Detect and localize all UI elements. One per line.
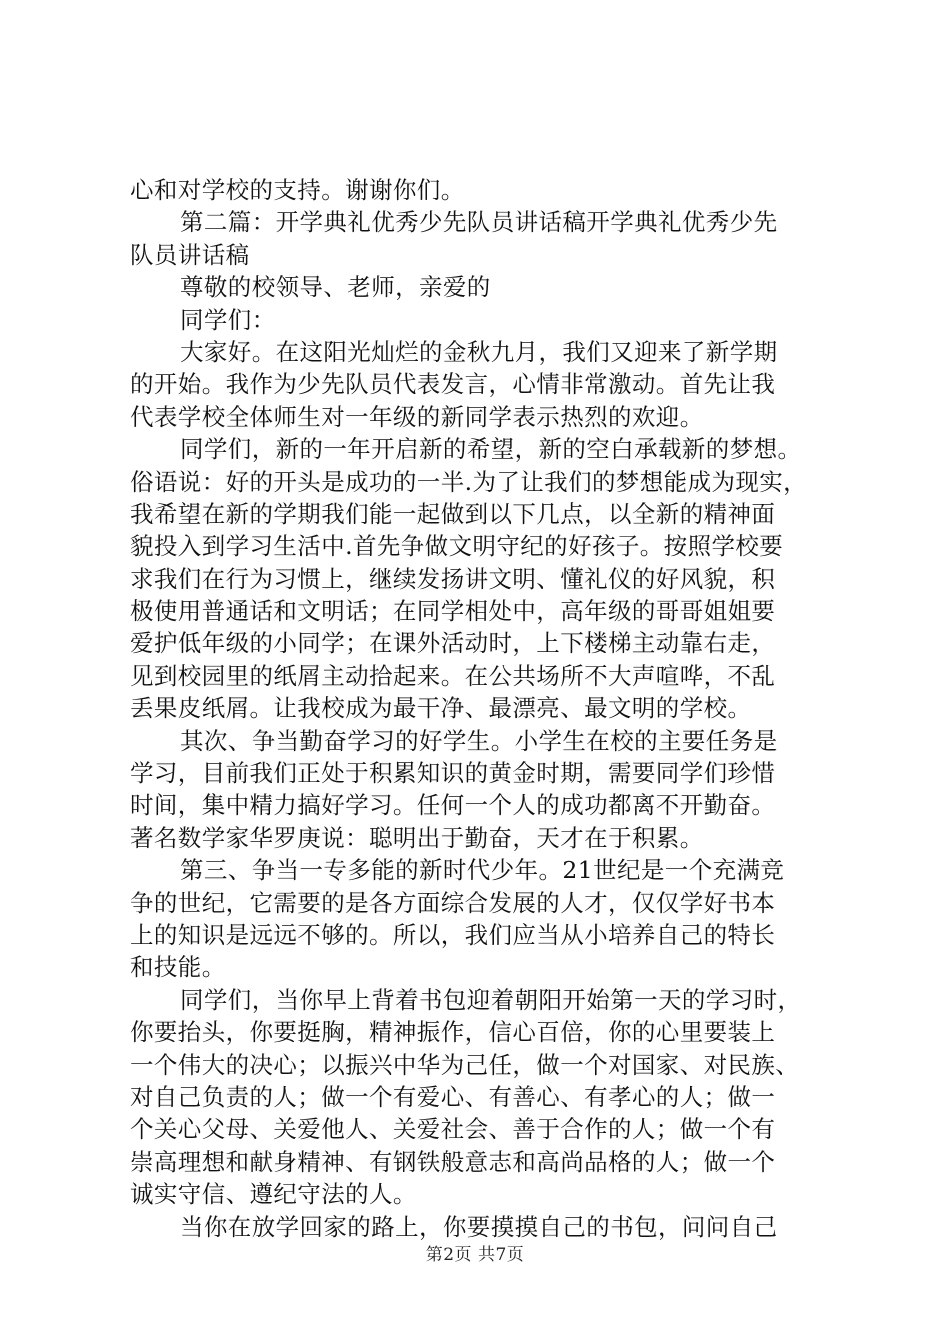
text-line: 貌投入到学习生活中.首先争做文明守纪的好孩子。按照学校要 xyxy=(130,532,784,561)
text-line: 同学们，当你早上背着书包迎着朝阳开始第一天的学习时， xyxy=(180,985,802,1014)
text-line: 当你在放学回家的路上，你要摸摸自己的书包，问问自己 xyxy=(180,1212,778,1241)
text-line: 同学们，新的一年开启新的希望，新的空白承载新的梦想。 xyxy=(180,435,802,464)
text-line: 时间，集中精力搞好学习。任何一个人的成功都离不开勤奋。 xyxy=(130,791,776,820)
text-line: 心和对学校的支持。谢谢你们。 xyxy=(130,176,465,204)
text-line: 尊敬的校领导、老师，亲爱的 xyxy=(180,273,491,302)
text-line: 学习，目前我们正处于积累知识的黄金时期，需要同学们珍惜 xyxy=(130,759,776,788)
text-line: 第二篇：开学典礼优秀少先队员讲话稿开学典礼优秀少先 xyxy=(180,208,778,237)
text-line: 一个伟大的决心；以振兴中华为己任，做一个对国家、对民族、 xyxy=(130,1050,800,1079)
text-line: 上的知识是远远不够的。所以，我们应当从小培养自己的特长 xyxy=(130,920,776,949)
text-line: 极使用普通话和文明话；在同学相处中，高年级的哥哥姐姐要 xyxy=(130,597,776,626)
text-line: 我希望在新的学期我们能一起做到以下几点，以全新的精神面 xyxy=(130,499,776,528)
text-line: 你要抬头，你要挺胸，精神振作，信心百倍，你的心里要装上 xyxy=(130,1018,776,1047)
text-line: 争的世纪，它需要的是各方面综合发展的人才，仅仅学好书本 xyxy=(130,888,776,917)
text-line: 见到校园里的纸屑主动拾起来。在公共场所不大声喧哗，不乱 xyxy=(130,661,776,690)
text-line: 对自己负责的人；做一个有爱心、有善心、有孝心的人；做一 xyxy=(130,1082,776,1111)
text-line: 丢果皮纸屑。让我校成为最干净、最漂亮、最文明的学校。 xyxy=(130,694,752,723)
text-line: 崇高理想和献身精神、有钢铁般意志和高尚品格的人；做一个 xyxy=(130,1147,776,1176)
document-body xyxy=(130,174,830,1243)
text-line: 求我们在行为习惯上，继续发扬讲文明、懂礼仪的好风貌，积 xyxy=(130,564,776,593)
page-footer: 第2页 共7页 xyxy=(425,1245,525,1265)
text-line: 大家好。在这阳光灿烂的金秋九月，我们又迎来了新学期 xyxy=(180,337,778,366)
text-line: 著名数学家华罗庚说：聪明出于勤奋，天才在于积累。 xyxy=(130,823,704,852)
text-line: 俗语说：好的开头是成功的一半.为了让我们的梦想能成为现实， xyxy=(130,467,808,496)
text-line: 的开始。我作为少先队员代表发言，心情非常激动。首先让我 xyxy=(130,370,776,399)
text-line: 和技能。 xyxy=(130,953,226,982)
text-line: 队员讲话稿 xyxy=(130,240,250,269)
text-line: 爱护低年级的小同学；在课外活动时，上下楼梯主动靠右走， xyxy=(130,629,776,658)
text-line: 同学们： xyxy=(180,305,276,334)
text-line: 其次、争当勤奋学习的好学生。小学生在校的主要任务是 xyxy=(180,726,778,755)
text-line: 第三、争当一专多能的新时代少年。21世纪是一个充满竞 xyxy=(180,856,785,885)
text-line: 个关心父母、关爱他人、关爱社会、善于合作的人；做一个有 xyxy=(130,1115,776,1144)
text-line: 代表学校全体师生对一年级的新同学表示热烈的欢迎。 xyxy=(130,402,704,431)
text-line: 诚实守信、遵纪守法的人。 xyxy=(130,1180,417,1209)
